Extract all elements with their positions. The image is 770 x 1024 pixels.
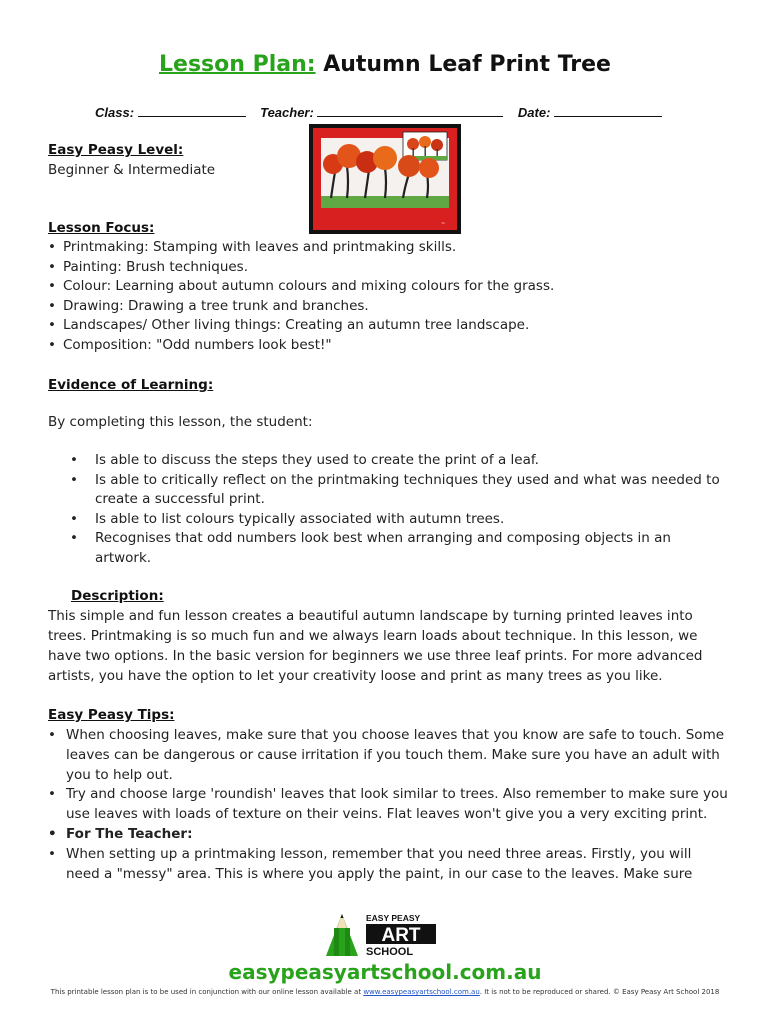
- date-blank[interactable]: [554, 104, 662, 117]
- level-heading: Easy Peasy Level:: [48, 142, 184, 158]
- evidence-heading: Evidence of Learning:: [48, 377, 214, 393]
- description-heading: Description:: [71, 588, 164, 604]
- school-logo: [322, 910, 448, 958]
- list-item: • Drawing: Drawing a tree trunk and branches.: [48, 297, 554, 317]
- logo-line3: SCHOOL: [366, 946, 414, 958]
- footer-url[interactable]: easypeasyartschool.com.au: [228, 960, 542, 984]
- list-item: • Colour: Learning about autumn colours and mixing colours for the grass.: [48, 277, 554, 297]
- title-main: Autumn Leaf Print Tree: [323, 52, 611, 77]
- footer-note: [0, 988, 770, 996]
- list-item: • When choosing leaves, make sure that you choose leaves that you know are safe to touch. Some leaves can be dangerous or cause irritation if you touch them. Make sure you have an adult with you to help out.: [48, 726, 728, 785]
- list-item: • Printmaking: Stamping with leaves and printmaking skills.: [48, 238, 554, 258]
- description-text: This simple and fun lesson creates a beautiful autumn landscape by turning printed leaves into trees. Printmaking is so much fun and we always learn loads about technique. In this lesson, we have two options. In the basic version for beginners we use three leaf prints. For more advanced artists, you have the option to let your creativity loose and print as many trees as you like.: [48, 608, 703, 684]
- evidence-list: [70, 451, 730, 569]
- footer-note-before: This printable lesson plan is to be used in conjunction with our online lesson available at: [50, 988, 364, 996]
- artwork-image: [309, 124, 461, 234]
- tips-list: [48, 726, 728, 884]
- class-teacher-date-line: [95, 104, 662, 120]
- list-item: • Landscapes/ Other living things: Creating an autumn tree landscape.: [48, 316, 554, 336]
- class-blank[interactable]: [138, 104, 246, 117]
- list-item: • Recognises that odd numbers look best when arranging and composing objects in an artwork.: [70, 529, 730, 568]
- list-item: • For The Teacher:: [48, 825, 728, 845]
- list-item: • Try and choose large 'roundish' leaves that look similar to trees. Also remember to make sure you use leaves with loads of texture on their veins. Flat leaves won't give you a very exciting print.: [48, 785, 728, 825]
- class-label: Class:: [95, 105, 135, 120]
- svg-text:~: ~: [441, 221, 446, 227]
- tips-heading: Easy Peasy Tips:: [48, 707, 175, 723]
- list-item: • Is able to critically reflect on the printmaking techniques they used and what was needed to create a successful print.: [70, 471, 730, 510]
- list-item: • Composition: "Odd numbers look best!": [48, 336, 554, 356]
- title-prefix: Lesson Plan:: [159, 52, 316, 77]
- list-item: • Is able to list colours typically associated with autumn trees.: [70, 510, 730, 530]
- footer-note-after: . It is not to be reproduced or shared. © Easy Peasy Art School 2018: [479, 988, 720, 996]
- list-item: • Painting: Brush techniques.: [48, 258, 554, 278]
- date-label: Date:: [517, 105, 551, 120]
- footer-note-link[interactable]: www.easypeasyartschool.com.au: [363, 988, 480, 996]
- evidence-intro: By completing this lesson, the student:: [48, 414, 313, 430]
- level-value: Beginner & Intermediate: [48, 162, 216, 178]
- focus-heading: Lesson Focus:: [48, 220, 155, 236]
- list-item: • Is able to discuss the steps they used to create the print of a leaf.: [70, 451, 730, 471]
- logo-line2: ART: [381, 925, 421, 946]
- logo-line1: EASY PEASY: [366, 913, 421, 923]
- page-title: [0, 52, 770, 77]
- list-item: • When setting up a printmaking lesson, remember that you need three areas. Firstly, you will need a "messy" area. This is where you apply the paint, in our case to the leaves. Make sure: [48, 845, 728, 885]
- focus-list: [48, 238, 554, 356]
- teacher-label: Teacher:: [260, 105, 314, 120]
- teacher-blank[interactable]: [317, 104, 503, 117]
